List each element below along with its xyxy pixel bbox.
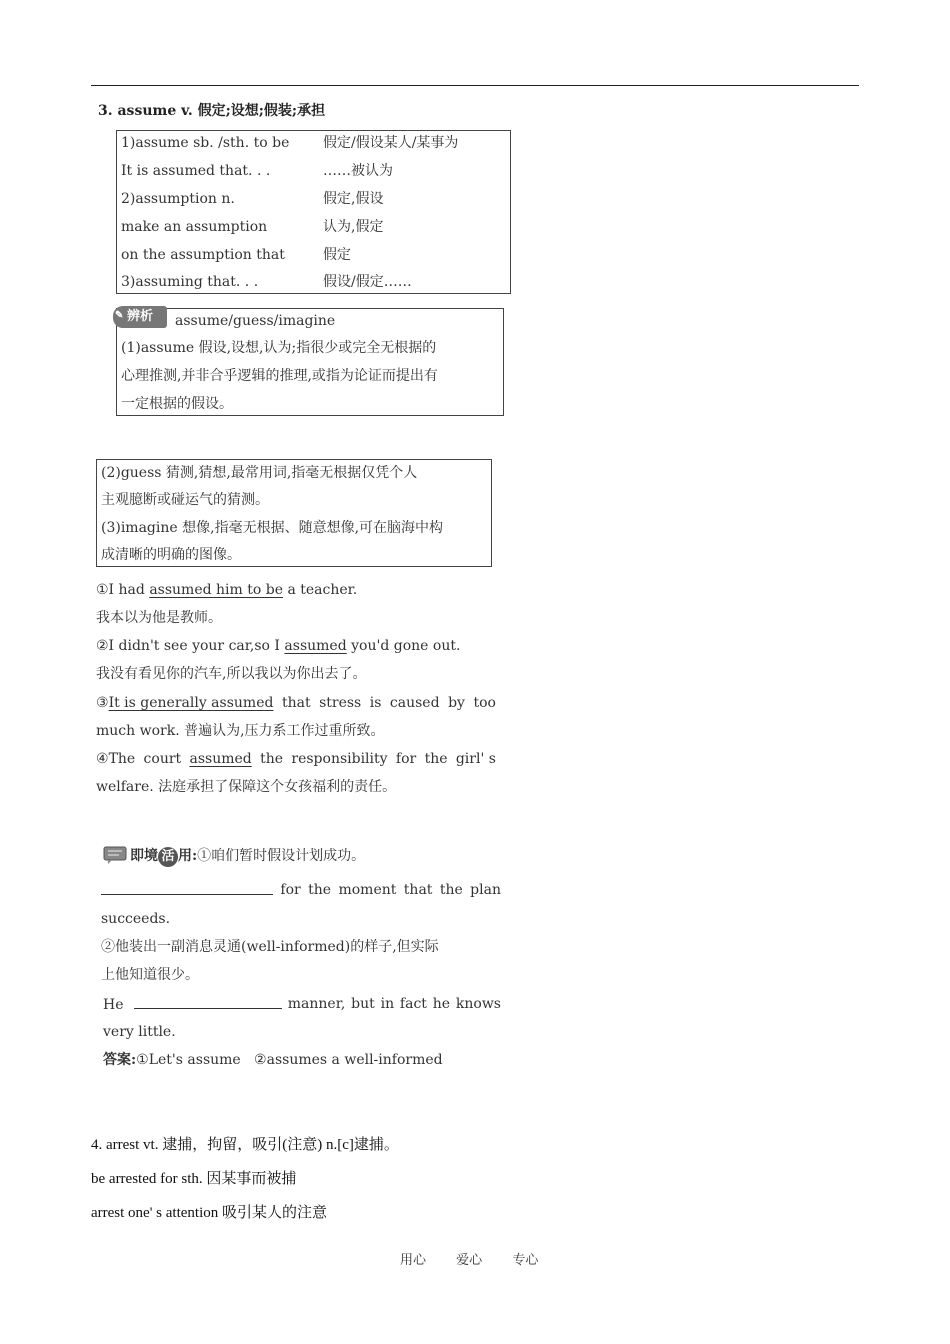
practice-q2-line3: very little. (103, 1024, 176, 1040)
analysis-line: 成清晰的明确的图像。 (101, 547, 241, 563)
answer-text: ①Let's assume ②assumes a well-informed (136, 1052, 443, 1068)
example-word: by (448, 695, 465, 711)
practice-word: fact (399, 996, 427, 1012)
example-number: ④ (96, 751, 109, 767)
example-underlined: assumed him to be (149, 582, 283, 598)
analysis-line: (2)guess 猜测,猜想,最常用词,指毫无根据仅凭个人 (101, 465, 418, 481)
speech-bubble-icon (103, 846, 129, 864)
example-2-translation: 我没有看见你的汽车,所以我以为你出去了。 (96, 666, 367, 682)
phrase-cn: 假设/假定…… (323, 274, 412, 290)
practice-question-2-cont: 上他知道很少。 (101, 967, 199, 983)
example-text: a teacher. (283, 582, 358, 598)
example-word: that (281, 695, 311, 711)
phrase-en: 3)assuming that. . . (121, 274, 259, 290)
practice-word: He (103, 997, 124, 1013)
section4-line: arrest one' s attention 吸引某人的注意 (91, 1205, 327, 1221)
practice-word: manner, (287, 996, 346, 1012)
header-rule (91, 85, 859, 86)
entry-heading: 3. assume v. 假定;设想;假装;承担 (98, 103, 326, 119)
example-word: The (108, 751, 136, 767)
page-footer (400, 1249, 564, 1268)
practice-q1-line (101, 880, 501, 900)
example-word: too (473, 695, 496, 711)
practice-header (130, 846, 365, 867)
example-lead (96, 749, 135, 769)
phrase-en: on the assumption that (121, 247, 285, 263)
phrase-table (116, 130, 511, 294)
practice-word: the (439, 882, 463, 898)
practice-label-badge: 活 (158, 847, 178, 867)
example-text: you'd gone out. (346, 638, 461, 654)
example-3-line2: much work. 普遍认为,压力系工作过重所致。 (96, 723, 385, 739)
example-word: the (260, 751, 284, 767)
analysis-line: (1)assume 假设,设想,认为;指很少或完全无根据的 (121, 340, 437, 356)
example-word: responsibility (291, 751, 388, 767)
analysis-tag (113, 306, 167, 328)
example-text: ②I didn't see your car,so I (96, 638, 285, 654)
practice-q1-line2: succeeds. (101, 911, 171, 927)
practice-word: he (432, 996, 451, 1012)
footer-text: 用心 (400, 1253, 427, 1268)
analysis-line: 一定根据的假设。 (121, 396, 233, 412)
section4-line: be arrested for sth. 因某事而被捕 (91, 1171, 297, 1187)
phrase-cn: 假定,假设 (323, 191, 384, 207)
pin-icon: ✎ (115, 310, 124, 321)
example-underlined: assumed (284, 638, 347, 654)
answer-blank[interactable] (101, 880, 273, 895)
practice-word: in (380, 996, 395, 1012)
practice-word: moment (338, 882, 397, 898)
answer-label: 答案: (103, 1052, 137, 1068)
example-word: stress (319, 695, 362, 711)
example-lead (96, 693, 273, 713)
analysis-box-continued (96, 459, 492, 567)
example-word: girl' s (455, 751, 496, 767)
example-3 (96, 693, 496, 713)
example-word: the (424, 751, 448, 767)
phrase-cn: 假定/假设某人/某事为 (323, 135, 459, 151)
phrase-cn: ……被认为 (323, 163, 393, 179)
analysis-line: (3)imagine 想像,指毫无根据、随意想像,可在脑海中构 (101, 520, 444, 536)
analysis-line: 主观臆断或碰运气的猜测。 (101, 492, 269, 508)
example-2 (96, 636, 460, 656)
example-4-line2: welfare. 法庭承担了保障这个女孩福利的责任。 (96, 779, 397, 795)
example-word: court (143, 751, 182, 767)
example-underlined: It is generally assumed (108, 695, 274, 711)
practice-lead (103, 994, 282, 1015)
analysis-line: 心理推测,并非合乎逻辑的推理,或指为论证而提出有 (121, 368, 438, 384)
analysis-title: assume/guess/imagine (175, 313, 336, 329)
phrase-en: make an assumption (121, 219, 268, 235)
footer-text: 专心 (512, 1253, 539, 1268)
practice-word: that (403, 882, 433, 898)
practice-word: plan (470, 882, 501, 898)
phrase-en: 1)assume sb. /sth. to be (121, 135, 290, 151)
analysis-box (116, 308, 504, 416)
example-1 (96, 580, 357, 600)
practice-question-2: ②他装出一副消息灵通(well-informed)的样子,但实际 (101, 939, 439, 955)
example-underlined: assumed (189, 751, 252, 767)
practice-word: for (280, 882, 301, 898)
footer-text: 爱心 (456, 1253, 483, 1268)
example-4 (96, 749, 496, 769)
example-word: caused (389, 695, 440, 711)
phrase-en: It is assumed that. . . (121, 163, 271, 179)
phrase-cn: 认为,假定 (323, 219, 384, 235)
practice-q2-line (103, 994, 501, 1015)
practice-word: the (308, 882, 332, 898)
practice-question-1: ①咱们暂时假设计划成功。 (197, 848, 366, 864)
analysis-tag-label: 辨析 (126, 309, 153, 324)
practice-word: knows (455, 996, 501, 1012)
phrase-en: 2)assumption n. (121, 191, 235, 207)
practice-word: but (351, 996, 375, 1012)
practice-label: 用: (178, 848, 198, 864)
example-word: is (369, 695, 382, 711)
example-number: ③ (96, 695, 109, 711)
answer-line (103, 1050, 443, 1070)
example-word: for (395, 751, 417, 767)
answer-blank[interactable] (134, 994, 282, 1009)
section4-heading: 4. arrest vt. 逮捕，拘留，吸引(注意) n.[c]逮捕。 (91, 1137, 399, 1153)
practice-label: 即境 (130, 848, 158, 864)
phrase-cn: 假定 (323, 247, 351, 263)
example-1-translation: 我本以为他是教师。 (96, 610, 222, 626)
example-text: ①I had (96, 582, 150, 598)
